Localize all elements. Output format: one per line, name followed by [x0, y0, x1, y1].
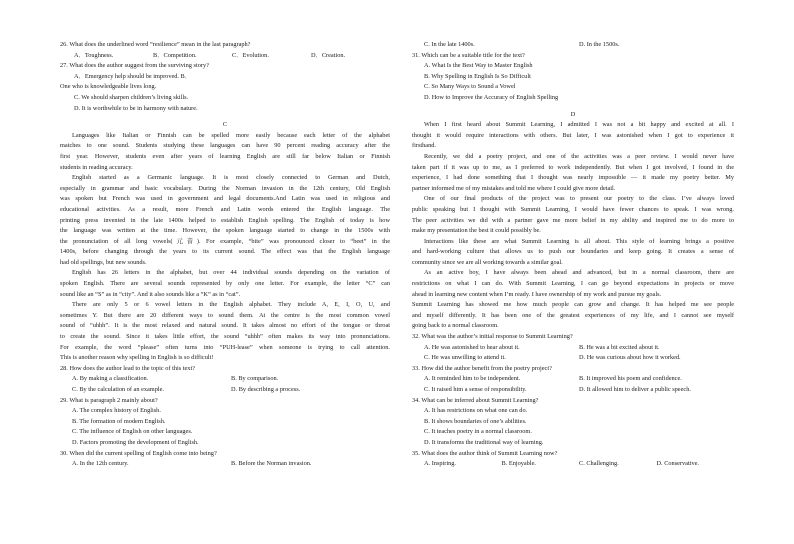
passage-d-line: going back to a normal classroom.	[412, 322, 499, 330]
q28-option-b: B. By comparison.	[231, 375, 279, 383]
q33-option-c: C. It raised him a sense of responsibility.	[424, 386, 527, 393]
q30-option-b: B. Before the Norman invasion.	[231, 460, 312, 468]
q33-option-b: B. It improved his poem and confidence.	[579, 375, 682, 383]
passage-c-line: was spoken but French was used in government and legal documents.And Latin was used in religious and	[60, 195, 390, 203]
passage-c-line: the pronunciation of all long vowels(元音). For example, “bite” was pronounced closer to “beet” in the	[60, 237, 390, 245]
q29-option-a: A. The complex history of English.	[72, 407, 161, 415]
passage-c-line: There are only 5 or 6 vowel letters in the English alphabet. They include A, E, I, O, U, and	[72, 301, 390, 309]
passage-c-line: sometimes Y. But there are 20 different ways to sound them. At the centre is the most common vowel	[60, 311, 390, 319]
passage-d-line: firsthand.	[412, 142, 436, 150]
q35-option-b: B. Enjoyable.	[501, 460, 536, 468]
q30-option-d: D. In the 1500s.	[579, 41, 620, 48]
q32-option-d: D. He was curious about how it worked.	[579, 354, 681, 362]
q26-option-a: A．Toughness.	[74, 51, 114, 59]
section-c-heading: C	[222, 121, 228, 129]
q28-options	[60, 374, 390, 395]
passage-c-line: had old spellings, but new sounds.	[60, 258, 147, 266]
passage-d-line: partner informed me of my mistakes and told me where I could give more detail.	[412, 184, 616, 192]
passage-c-line: especially in grammar and basic vocabulary. During the Norman invasion in the 12th century, Old English	[60, 184, 390, 192]
q32-stem: 32. What was the author’s initial response to Summit Learning?	[412, 333, 573, 341]
q30-option-a: A. In the 12th century.	[72, 460, 129, 468]
q35-options	[412, 459, 734, 470]
passage-d-line: experience, I had done something that I thought was nearly impossible — it made my poetry better. My	[412, 174, 734, 182]
q30-option-c: C. In the late 1400s.	[424, 41, 475, 48]
q32-option-a: A. He was astonished to hear about it.	[424, 343, 520, 351]
q34-option-a: A. It has restrictions on what one can do.	[424, 407, 528, 415]
passage-c-line: Languages like Italian or Finnish can be spelled more easily because each letter of the alphabet	[72, 131, 390, 139]
q34-option-d: D. It transforms the traditional way of learning.	[424, 438, 544, 446]
passage-d-line: and myself differently. It has been one of the greatest experiences of my life, and I cannot see myself	[412, 311, 734, 319]
passage-c-line: educational activities. As a result, more French and Latin words entered the English language. The	[60, 205, 390, 213]
q31-option-b: B. Why Spelling in English Is So Difficult	[424, 72, 531, 80]
passage-c-line: first year. However, students even after years of learning English are still far below Italian or Finnish	[60, 152, 390, 160]
passage-c-line: sound of “uhhh”. It is the most relaxed and natural sound. It takes almost no effort of the tongue or throat	[60, 322, 390, 330]
q27-option-line-a: A．Emergency help should be improved. B．	[74, 72, 192, 80]
q29-option-c: C. The influence of English on other languages.	[72, 428, 193, 436]
passage-d-line: When I first heard about Summit Learning, I admitted I was not a bit happy and excited at all. I	[424, 121, 734, 129]
passage-c-line: spoken English. There are several sounds represented by only one letter. For example, the letter “C” can	[60, 280, 390, 288]
q33-stem: 33. How did the author benefit from the poetry project?	[412, 364, 552, 372]
q26-option-c: C．Evolution.	[232, 51, 269, 59]
passage-d-line: thought it would require interactions with others. But later, I was astonished when I got to experience it	[412, 131, 734, 139]
q28-option-c: C. By the calculation of an example.	[72, 386, 164, 393]
passage-c-line: matches to one sound. Students studying these languages can have 90 percent reading accuracy after the	[60, 142, 390, 150]
passage-c-line: 1400s, before changing through the years to its current sound. The effect was that the English language	[60, 248, 390, 256]
q26-option-b: B．Competition.	[153, 51, 197, 59]
q29-stem: 29. What is paragraph 2 mainly about?	[60, 396, 158, 404]
passage-c	[60, 131, 390, 364]
q35-option-a: A. Inspiring.	[424, 460, 457, 468]
passage-d-line: community since we are all working towards a similar goal.	[412, 258, 563, 266]
passage-c-line: English has 26 letters in the alphabet, but over 44 individual sounds depending on the variation of	[72, 269, 390, 277]
passage-d-line: public speaking but I thought with Summit Learning, I would have fewer chances to speak. I was wrong.	[412, 205, 734, 213]
q33-option-a: A. It reminded him to be independent.	[424, 375, 521, 383]
section-d-heading: D	[570, 110, 576, 118]
passage-d-line: One of our final products of the project was to present our poetry to the class. I’ve always loved	[424, 195, 734, 203]
q32-option-b: B. He was a bit excited about it.	[579, 343, 660, 351]
left-column	[60, 40, 390, 470]
passage-d-line: The peer activities we did with a partner gave me more belief in my ability and inspired me to do more to	[412, 216, 734, 224]
q26-stem: 26. What does the underlined word “resilience” mean in the last paragraph?	[60, 41, 251, 48]
q34-option-b: B. It shows boundaries of one’s abilities.	[424, 417, 527, 425]
passage-c-line: For example, the word “please” often turns into “PUH-lease” when someone is trying to call attention.	[60, 343, 390, 351]
q27-option-line-c: C. We should sharpen children’s living skills.	[74, 93, 189, 101]
q31-option-d: D. How to Improve the Accuracy of English Spelling	[424, 93, 559, 101]
q30-options-continued	[412, 40, 734, 51]
q33-options	[412, 374, 734, 395]
q34-option-c: C. It teaches poetry in a normal classroom.	[424, 428, 532, 436]
passage-d-line: As an active boy, I have always been ahead and advanced, but in a normal classroom, there are	[424, 269, 734, 277]
q28-option-d: D. By describing a process.	[231, 386, 301, 393]
passage-d-line: Recently, we did a poetry project, and one of the activities was a peer review. I would never have	[424, 152, 734, 160]
q34-stem: 34. What can be inferred about Summit Learning?	[412, 396, 539, 404]
passage-c-line: sound like an “S” as in “city”. And it also sounds like a “K” as in “cat”.	[60, 290, 241, 298]
q27-option-line-d: D. It is worthwhile to be in harmony with nature.	[74, 104, 198, 112]
q28-option-a: A. By making a classification.	[72, 375, 149, 383]
q32-options	[412, 343, 734, 364]
q35-option-d: D. Conservative.	[656, 460, 699, 468]
q31-option-a: A. What Is the Best Way to Master English	[424, 62, 533, 70]
passage-c-line: students in reading accuracy.	[60, 163, 133, 171]
q29-option-b: B. The formation of modern English.	[72, 417, 166, 425]
passage-c-line: printing press invented in the late 1400s helped to establish English spelling. The English of today is how	[60, 216, 390, 224]
q27-stem: 27. What does the author suggest from the surviving story?	[60, 62, 209, 70]
q29-option-d: D. Factors promoting the development of English.	[72, 438, 199, 446]
passage-c-line: This is another reason why spelling in English is so difficult!	[60, 354, 214, 362]
passage-d-line: taken part if it was up to me, as I preferred to work independently. But when I got involved, I found in the	[412, 163, 734, 171]
q33-option-d: D. It allowed him to deliver a public speech.	[579, 386, 691, 393]
q31-option-c: C. So Many Ways to Sound a Vowel	[424, 83, 516, 91]
q32-option-c: C. He was unwilling to attend it.	[424, 354, 506, 362]
right-column	[412, 40, 734, 470]
passage-d	[412, 120, 734, 332]
q30-stem: 30. When did the current spelling of English come into being?	[60, 449, 217, 457]
q31-stem: 31. Which can be a suitable title for the text?	[412, 51, 525, 59]
passage-c-line: the language was written at the time. However, the spoken language started to change in the 1500s with	[60, 227, 390, 235]
q28-stem: 28. How does the author lead to the topic of this text?	[60, 364, 196, 372]
passage-d-line: Summit Learning has showed me how much people can grow and change. It has helped me see people	[412, 301, 734, 309]
q27-option-line-b: One who is knowledgeable lives long.	[60, 83, 157, 91]
passage-c-line: English started as a Germanic language. It is most closely connected to German and Dutch,	[72, 174, 390, 182]
q26-options	[60, 51, 390, 62]
passage-d-line: restrictions on what I can do. With Summit Learning, I can go beyond expectations in projects or move	[412, 280, 734, 288]
passage-c-line: to create the sound. Since it takes little effort, the sound “uhhh” often makes its way into pronunciations.	[60, 333, 390, 341]
q35-option-c: C. Challenging.	[579, 460, 619, 468]
passage-d-line: make my presentation the best it could possibly be.	[412, 227, 541, 235]
q35-stem: 35. What does the author think of Summit Learning now?	[412, 449, 558, 457]
passage-d-line: ahead in learning new content when I’m ready. I have ownership of my work and pursue my goals.	[412, 290, 662, 298]
q26-option-d: D．Creation.	[311, 51, 346, 59]
passage-d-line: and hard-working culture that allows us to push our boundaries and keep going. It creates a sense of	[412, 248, 734, 256]
passage-d-line: Interactions like these are what Summit Learning is all about. This style of learning brings a positive	[424, 237, 734, 245]
q30-options	[60, 459, 390, 470]
